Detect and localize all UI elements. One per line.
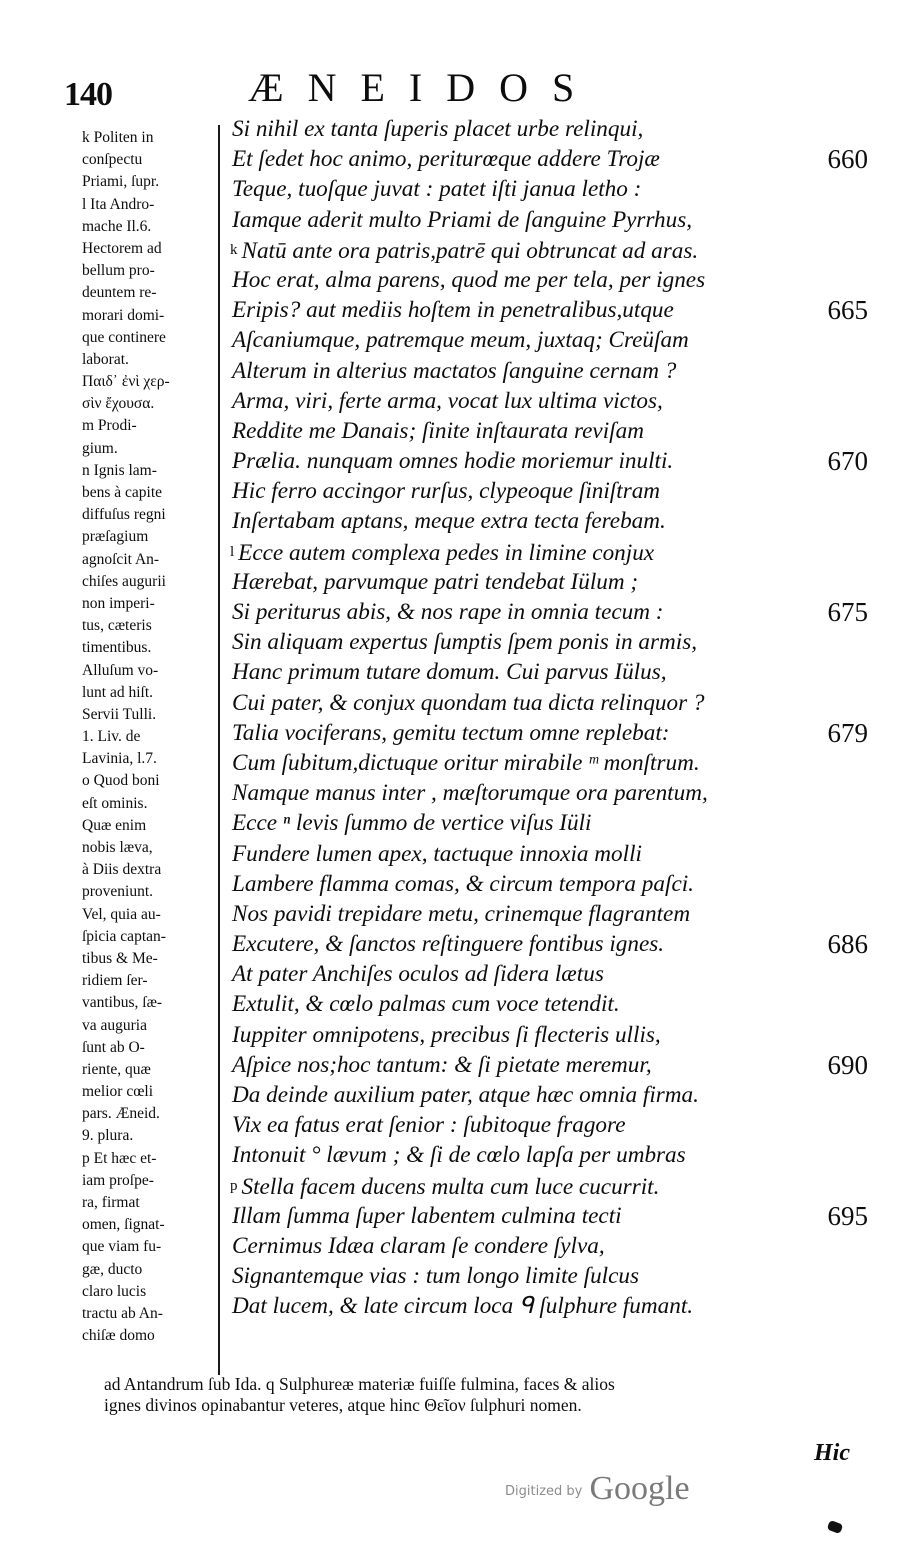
side-note-line: tus, cæteris — [82, 617, 152, 635]
footnote — [104, 1374, 864, 1416]
verse-line — [232, 869, 872, 899]
side-note-line: bens à capite — [82, 484, 163, 501]
side-note-line: n Ignis lam- — [82, 461, 157, 479]
side-note-line: melior cœli — [82, 1083, 154, 1101]
verse-line — [232, 567, 872, 597]
verse-text — [232, 114, 872, 1322]
side-note-line: nobis læva, — [82, 839, 153, 856]
verse-text-line: Intonuit ° lævum ; & ſi de cœlo lapſa per umbras — [232, 1142, 686, 1169]
side-note-line: k Politen in — [82, 129, 154, 146]
verse-text-line: Talia vociferans, gemitu tectum omne replebat: — [232, 719, 670, 746]
side-note-line: 1. Liv. de — [82, 728, 141, 746]
verse-line — [232, 718, 872, 748]
verse-line — [232, 627, 872, 657]
note-marker: p — [230, 1177, 238, 1194]
verse-text-line: Natū ante ora patris,patrē qui obtruncat ad aras. — [241, 237, 699, 264]
side-note-line: Alluſum vo- — [82, 661, 159, 679]
side-note-line: σὶν ἔχουσα. — [82, 395, 155, 413]
side-note-line: non imperi- — [82, 594, 155, 612]
digitized-watermark — [505, 1470, 690, 1508]
page-header — [0, 62, 910, 122]
verse-text-line: Eripis? aut mediis hoſtem in penetralibus,utque — [232, 297, 674, 324]
line-number: 695 — [827, 1200, 868, 1231]
verse-line — [232, 295, 872, 325]
verse-text-line: Fundere lumen apex, tactuque innoxia molli — [232, 840, 642, 867]
side-note-line: ſunt ab O- — [82, 1038, 145, 1056]
verse-text-line: Reddite me Danais; ſinite inſtaurata reviſam — [232, 417, 644, 444]
verse-text-line: Iuppiter omnipotens, precibus ſi flecteris ullis, — [232, 1021, 661, 1048]
side-note-line: chiſes augurii — [82, 572, 166, 590]
verse-line — [232, 325, 872, 355]
verse-line — [232, 748, 872, 778]
verse-line — [230, 537, 872, 567]
verse-text-line: Illam ſumma ſuper labentem culmina tecti — [232, 1202, 622, 1229]
verse-line — [232, 808, 872, 838]
verse-text-line: Signantemque vias : tum longo limite ſulcus — [232, 1263, 640, 1290]
footnote-line: ignes divinos opinabantur veteres, atque hinc Θεῖον ſulphuri nomen. — [104, 1395, 582, 1415]
verse-text-line: Cui pater, & conjux quondam tua dicta relinquor ? — [232, 689, 705, 716]
line-number: 660 — [827, 144, 868, 175]
verse-text-line: Prælia. nunquam omnes hodie moriemur inulti. — [232, 448, 674, 475]
verse-line — [232, 1020, 872, 1050]
verse-text-line: Aſpice nos;hoc tantum: & ſi pietate meremur, — [232, 1051, 652, 1078]
verse-text-line: Stella facem ducens multa cum luce cucurrit. — [241, 1173, 660, 1200]
line-number: 665 — [827, 295, 868, 326]
line-number: 690 — [827, 1049, 868, 1080]
side-note-line: Quæ enim — [82, 816, 147, 834]
verse-line — [232, 1110, 872, 1140]
verse-text-line: Si nihil ex tanta ſuperis placet urbe relinqui, — [232, 116, 644, 142]
verse-line — [232, 144, 872, 174]
side-note-line: Hectorem ad — [82, 239, 162, 257]
side-note-line: lunt ad hiſt. — [82, 683, 154, 701]
verse-text-line: Hærebat, parvumque patri tendebat Iülum ; — [232, 568, 639, 595]
verse-line — [232, 1080, 872, 1110]
verse-text-line: Vix ea fatus erat ſenior : ſubitoque fragore — [232, 1112, 626, 1139]
side-note-line: ſpicia captan- — [82, 927, 166, 945]
side-note-line: gium. — [82, 439, 118, 457]
verse-text-line: Lambere flamma comas, & circum tempora paſci. — [232, 870, 694, 897]
verse-line — [232, 899, 872, 929]
side-note-line: eſt ominis. — [82, 794, 148, 812]
side-note-line: tibus & Me- — [82, 949, 158, 967]
verse-line — [232, 1231, 872, 1261]
verse-line — [232, 989, 872, 1019]
verse-line — [232, 959, 872, 989]
side-note-line: Servii Tulli. — [82, 705, 157, 723]
digitized-prefix: Digitized by — [505, 1484, 583, 1499]
verse-line — [230, 235, 872, 265]
verse-line — [232, 416, 872, 446]
note-marker: l — [230, 543, 235, 560]
note-marker: k — [230, 241, 238, 258]
ink-blot — [827, 1520, 844, 1534]
side-note-line: diffuſus regni — [82, 506, 166, 524]
running-title: ÆNEIDOS — [248, 65, 599, 110]
side-note-line: laborat. — [82, 350, 129, 368]
verse-line — [232, 205, 872, 235]
side-note-line: deuntem re- — [82, 284, 157, 302]
side-note-line: chiſæ domo — [82, 1327, 155, 1345]
verse-line — [232, 1050, 872, 1080]
side-note-line: l Ita Andro- — [82, 195, 155, 213]
verse-line — [232, 1140, 872, 1170]
side-note-line: iam proſpe- — [82, 1171, 154, 1189]
verse-line — [232, 265, 872, 295]
verse-line — [232, 597, 872, 627]
side-note-line: riente, quæ — [82, 1060, 151, 1078]
line-number: 670 — [827, 446, 868, 477]
side-note-line: que viam fu- — [82, 1238, 162, 1256]
footnote-line: ad Antandrum ſub Ida. q Sulphureæ materiæ fuiſſe fulmina, faces & alios — [104, 1374, 615, 1394]
side-note-line: que continere — [82, 328, 166, 346]
side-note-line: Priami, ſupr. — [82, 173, 160, 191]
verse-text-line: At pater Anchiſes oculos ad ſidera lætus — [232, 961, 604, 988]
verse-text-line: Dat lucem, & late circum loca ᑫ ſulphure fumant. — [232, 1293, 694, 1320]
side-note-line: agnoſcit An- — [82, 550, 160, 568]
verse-text-line: Da deinde auxilium pater, atque hæc omnia firma. — [232, 1082, 699, 1108]
side-note-line: pars. Æneid. — [82, 1105, 160, 1123]
side-note-line: morari domi- — [82, 306, 165, 324]
verse-text-line: Excutere, & ſanctos reſtinguere fontibus ignes. — [232, 931, 665, 958]
side-note-line: Lavinia, l.7. — [82, 750, 157, 768]
verse-text-line: Namque manus inter , mæſtorumque ora parentum, — [232, 780, 708, 807]
verse-line — [232, 506, 872, 536]
marginal-notes — [82, 127, 218, 1347]
side-note-line: à Diis dextra — [82, 861, 162, 879]
verse-text-line: Si periturus abis, & nos rape in omnia tecum : — [232, 599, 664, 625]
verse-line — [232, 356, 872, 386]
verse-line — [232, 688, 872, 718]
verse-text-line: Hanc primum tutare domum. Cui parvus Iülus, — [232, 659, 667, 686]
verse-line — [230, 1171, 872, 1201]
side-note-line: mache Il.6. — [82, 217, 152, 235]
line-number: 675 — [827, 597, 868, 627]
verse-text-line: Ecce autem complexa pedes in limine conjux — [238, 539, 655, 566]
side-note-line: Παιδ᾽ ἐνὶ χερ- — [82, 373, 170, 391]
verse-line — [232, 1261, 872, 1291]
verse-line — [232, 778, 872, 808]
verse-text-line: Hic ferro accingor rurſus, clypeoque ſiniſtram — [232, 478, 661, 505]
side-note-line: tractu ab An- — [82, 1304, 163, 1322]
verse-line — [232, 476, 872, 506]
verse-text-line: Nos pavidi trepidare metu, crinemque flagrantem — [232, 900, 691, 927]
catchword: Hic — [814, 1440, 850, 1466]
verse-line — [232, 839, 872, 869]
verse-text-line: Alterum in alterius mactatos ſanguine cernam ? — [232, 357, 677, 384]
verse-text-line: Ecce ⁿ levis ſummo de vertice viſus Iüli — [232, 810, 592, 837]
verse-text-line: Aſcaniumque, patremque meum, juxtaq; Creüſam — [232, 327, 689, 354]
side-note-line: vantibus, ſæ- — [82, 994, 163, 1012]
side-note-line: o Quod boni — [82, 772, 160, 790]
verse-text-line: Cernimus Idæa claram ſe condere ſylva, — [232, 1232, 605, 1259]
verse-line — [232, 446, 872, 476]
google-logo: Google — [589, 1470, 690, 1507]
side-note-line: ridiem ſer- — [82, 972, 148, 990]
side-note-line: gæ, ducto — [82, 1260, 143, 1278]
verse-text-line: Teque, tuoſque juvat : patet iſti janua letho : — [232, 176, 642, 203]
verse-text-line: Sin aliquam expertus ſumptis ſpem ponis in armis, — [232, 629, 698, 656]
side-note-line: 9. plura. — [82, 1127, 134, 1145]
side-note-line: ra, firmat — [82, 1194, 140, 1211]
verse-line — [232, 657, 872, 687]
side-note-line: timentibus. — [82, 639, 152, 657]
verse-text-line: Cum ſubitum,dictuque oritur mirabile ᵐ monſtrum. — [232, 749, 700, 776]
verse-line — [232, 386, 872, 416]
side-note-line: præſagium — [82, 528, 149, 546]
verse-line — [232, 174, 872, 204]
side-note-line: conſpectu — [82, 151, 143, 169]
line-number: 679 — [827, 717, 868, 748]
verse-text-line: Extulit, & cœlo palmas cum voce tetendit. — [232, 991, 620, 1018]
verse-line — [232, 114, 872, 144]
side-note-line: p Et hæc et- — [82, 1149, 157, 1167]
side-note-line: Vel, quia au- — [82, 905, 161, 923]
side-note-line: omen, ſignat- — [82, 1216, 165, 1234]
verse-text-line: Arma, viri, ferte arma, vocat lux ultima victos, — [232, 387, 663, 414]
verse-line — [232, 1201, 872, 1231]
side-note-line: va auguria — [82, 1016, 147, 1034]
verse-text-line: Et ſedet hoc animo, periturœque addere Trojæ — [232, 146, 660, 173]
side-note-line: m Prodi- — [82, 417, 137, 435]
side-note-line: bellum pro- — [82, 262, 155, 280]
verse-line — [232, 1291, 872, 1321]
line-number: 686 — [827, 929, 868, 960]
side-note-line: proveniunt. — [82, 883, 154, 901]
page-number: 140 — [64, 76, 112, 113]
verse-text-line: Inſertabam aptans, meque extra tecta ferebam. — [232, 508, 666, 535]
verse-text-line: Iamque aderit multo Priami de ſanguine Pyrrhus, — [232, 206, 693, 233]
verse-text-line: Hoc erat, alma parens, quod me per tela, per ignes — [232, 266, 706, 293]
verse-line — [232, 929, 872, 959]
side-note-line: claro lucis — [82, 1282, 147, 1300]
column-rule — [218, 125, 220, 1375]
